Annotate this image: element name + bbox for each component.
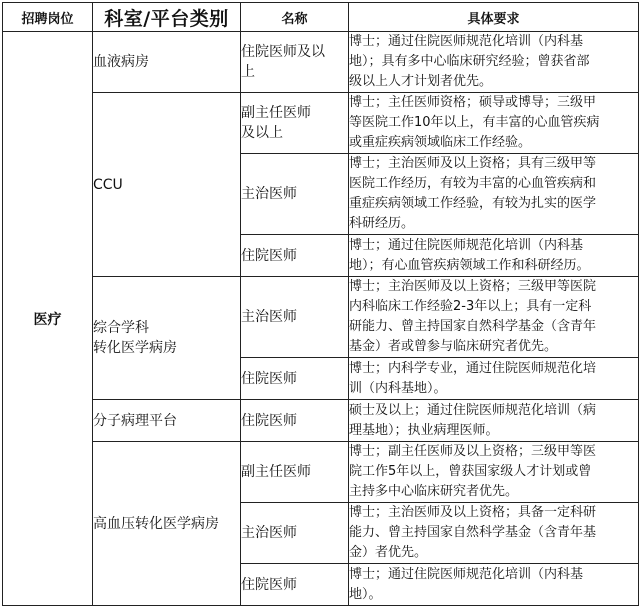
department-cell bbox=[93, 93, 241, 277]
table-row bbox=[3, 442, 639, 503]
requirement-line: 训（内科基地）。 bbox=[349, 380, 447, 396]
title-line: 主治医师 bbox=[241, 309, 297, 325]
requirement-line: 博士；主治医师及以上资格；具备一定科研 bbox=[349, 505, 597, 520]
title-cell bbox=[241, 358, 349, 400]
header-department: 科室/平台类别 bbox=[93, 3, 241, 32]
department-line: 高血压转化医学病房 bbox=[93, 515, 219, 532]
title-cell bbox=[241, 400, 349, 442]
requirement-line: 级以上人才计划者优先。 bbox=[349, 74, 493, 89]
title-line: 住院医师 bbox=[241, 370, 297, 387]
department-line: 血液病房 bbox=[93, 54, 149, 70]
requirement-line: 研能力、曾主持国家自然科学基金（含青年 bbox=[349, 319, 597, 334]
requirement-line: 地）。 bbox=[349, 586, 382, 602]
title-line: 及以上 bbox=[241, 125, 283, 141]
table-row bbox=[3, 32, 639, 93]
department-cell bbox=[93, 400, 241, 442]
department-line: 分子病理平台 bbox=[93, 412, 177, 429]
requirement-line: 主持多中心临床研究者优先。 bbox=[349, 484, 519, 499]
requirement-line: 能力、曾主持国家自然科学基金（含青年基 bbox=[349, 525, 597, 540]
requirement-line: 理基地）；执业病理医师。 bbox=[349, 422, 499, 438]
requirement-cell bbox=[349, 442, 639, 503]
requirement-line: 地）；具有多中心临床研究经验；曾获省部 bbox=[349, 54, 590, 69]
department-line: CCU bbox=[93, 176, 123, 193]
requirement-line: 博士；通过住院医师规范化培训（内科基 bbox=[349, 34, 584, 49]
requirement-line: 重症疾病领域工作经验，有较为扎实的医学 bbox=[349, 196, 597, 211]
title-line: 住院医师 bbox=[241, 247, 297, 264]
requirement-cell bbox=[349, 358, 639, 400]
header-position: 招聘岗位 bbox=[3, 3, 93, 32]
department-cell bbox=[93, 277, 241, 400]
requirement-cell bbox=[349, 503, 639, 564]
requirement-cell bbox=[349, 93, 639, 154]
title-line: 副主任医师 bbox=[241, 464, 311, 480]
requirement-line: 基金）者或曾参与临床研究者优先。 bbox=[349, 339, 558, 354]
requirement-line: 金）者优先。 bbox=[349, 545, 428, 560]
table-row bbox=[3, 277, 639, 358]
title-cell bbox=[241, 442, 349, 503]
requirement-line: 科研经历。 bbox=[349, 216, 415, 231]
requirement-cell bbox=[349, 564, 639, 606]
requirement-cell bbox=[349, 32, 639, 93]
title-line: 住院医师 bbox=[241, 412, 297, 429]
department-line: 转化医学病房 bbox=[93, 340, 177, 356]
requirement-line: 博士；通过住院医师规范化培训（内科基 bbox=[349, 237, 584, 253]
title-line: 主治医师 bbox=[241, 525, 297, 541]
requirement-line: 博士；主任医师资格；硕导或博导；三级甲 bbox=[349, 95, 597, 110]
requirement-line: 医院工作经历，有较为丰富的心血管疾病和 bbox=[349, 176, 597, 191]
title-line: 副主任医师 bbox=[241, 105, 311, 121]
department-cell bbox=[93, 442, 241, 606]
title-cell bbox=[241, 564, 349, 606]
header-requirement: 具体要求 bbox=[349, 3, 639, 32]
recruitment-table bbox=[2, 2, 639, 606]
requirement-line: 博士；主治医师及以上资格；具有三级甲等 bbox=[349, 156, 597, 171]
table-row bbox=[3, 93, 639, 154]
requirement-line: 院工作5年以上，曾获国家级人才计划或曾 bbox=[349, 464, 592, 479]
title-cell bbox=[241, 93, 349, 154]
requirement-line: 博士；副主任医师及以上资格；三级甲等医 bbox=[349, 444, 597, 459]
department-line: 综合学科 bbox=[93, 320, 149, 336]
title-cell bbox=[241, 154, 349, 235]
department-cell bbox=[93, 32, 241, 93]
requirement-line: 博士；通过住院医师规范化培训（内科基 bbox=[349, 566, 584, 582]
title-cell bbox=[241, 503, 349, 564]
title-cell bbox=[241, 277, 349, 358]
table-row bbox=[3, 400, 639, 442]
title-line: 主治医师 bbox=[241, 186, 297, 202]
requirement-cell bbox=[349, 154, 639, 235]
requirement-line: 硕士及以上；通过住院医师规范化培训（病 bbox=[349, 402, 597, 418]
requirement-line: 或重症疾病领域临床工作经验。 bbox=[349, 135, 532, 150]
title-cell bbox=[241, 32, 349, 93]
header-title: 名称 bbox=[241, 3, 349, 32]
requirement-line: 博士；主治医师及以上资格；三级甲等医院 bbox=[349, 279, 597, 294]
title-line: 上 bbox=[241, 64, 255, 80]
requirement-line: 内科临床工作经验2-3年以上；具有一定科 bbox=[349, 299, 592, 314]
title-cell bbox=[241, 235, 349, 277]
requirement-cell bbox=[349, 400, 639, 442]
header-row bbox=[3, 3, 639, 32]
title-line: 住院医师 bbox=[241, 576, 297, 593]
requirement-line: 博士；内科学专业，通过住院医师规范化培 bbox=[349, 360, 597, 376]
requirement-line: 等医院工作10年以上，有丰富的心血管疾病 bbox=[349, 115, 600, 130]
requirement-cell bbox=[349, 277, 639, 358]
requirement-cell bbox=[349, 235, 639, 277]
requirement-line: 地）；有心血管疾病领域工作和科研经历。 bbox=[349, 257, 590, 273]
title-line: 住院医师及以 bbox=[241, 44, 325, 60]
category-cell: 医疗 bbox=[3, 32, 93, 606]
